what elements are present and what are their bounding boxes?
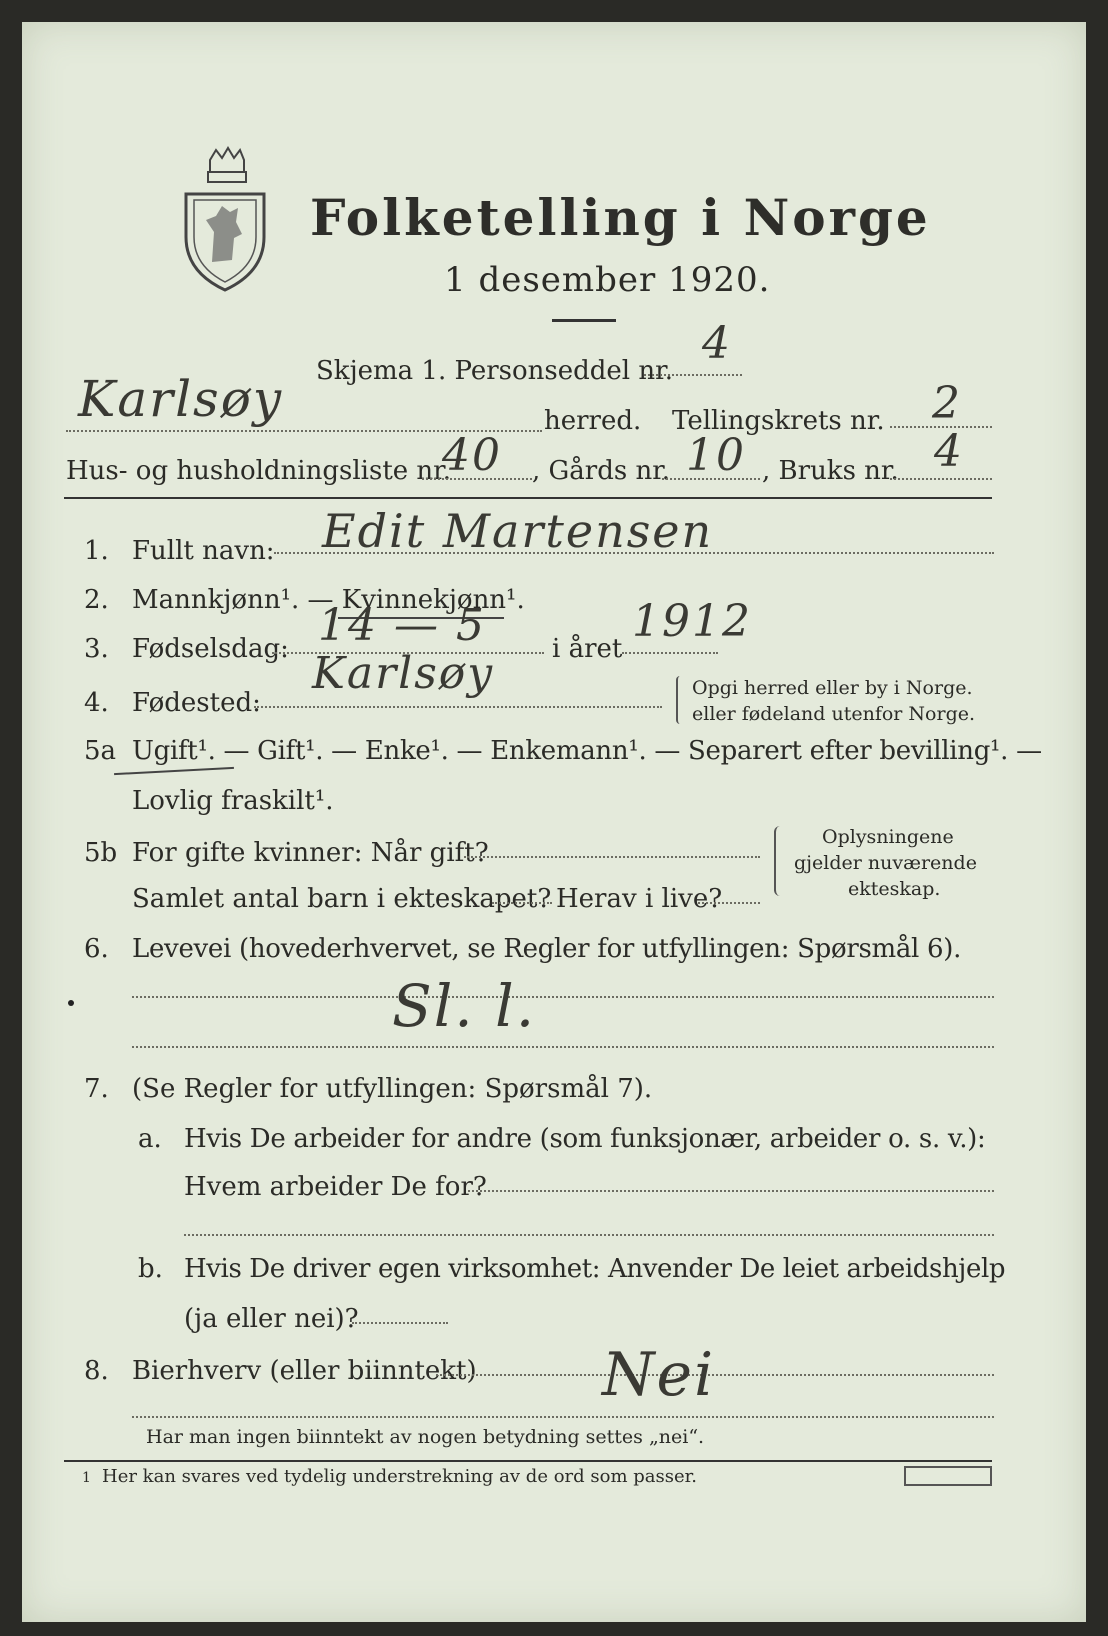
q3-number: 3. (84, 634, 109, 664)
q6-number: 6. (84, 934, 109, 964)
gards-value[interactable]: 10 (686, 430, 746, 481)
nei-instruction: Har man ingen biinntekt av nogen betydning settes „nei“. (146, 1426, 705, 1448)
q5b-children-line (492, 902, 552, 904)
gards-label: , Gårds nr. (532, 456, 671, 486)
q7b-hired-help-label: (ja eller nei)? (184, 1304, 359, 1334)
tellingskrets-value[interactable]: 2 (932, 378, 962, 429)
municipality-value[interactable]: Karlsøy (78, 370, 284, 428)
footnote-separator (64, 1460, 992, 1462)
q6-label: Levevei (hovederhvervet, se Regler for utfyllingen: Spørsmål 6). (132, 934, 962, 964)
herred-label: herred. (544, 406, 642, 436)
form-title: Folketelling i Norge (310, 188, 931, 247)
q5b-note-line2: gjelder nuværende (794, 852, 977, 874)
q5b-note-line1: Oplysningene (822, 826, 954, 848)
q7b-line1: Hvis De driver egen virksomhet: Anvender De leiet arbeidshjelp (184, 1254, 1006, 1284)
husliste-label: Hus- og husholdningsliste nr. (66, 456, 452, 486)
q7-label: (Se Regler for utfyllingen: Spørsmål 7). (132, 1074, 653, 1104)
q3-birthdate-value[interactable]: 14 — 5 (318, 600, 486, 651)
footnote-number: 1 (82, 1470, 91, 1486)
q2-gender-options[interactable]: Mannkjønn¹. — Kvinnekjønn¹. (132, 585, 525, 615)
q3-year-label: i året (552, 634, 623, 664)
q5a-ugift-underline (114, 767, 234, 775)
bruks-value[interactable]: 4 (934, 426, 964, 477)
q4-label: Fødested: (132, 688, 261, 718)
q7b-hired-help-line (352, 1322, 448, 1324)
q5a-marital-options[interactable]: Ugift¹. — Gift¹. — Enke¹. — Enkemann¹. — Separert efter bevilling¹. — (132, 736, 1042, 766)
q5b-note-bracket (774, 826, 786, 896)
q7a-line2-blank (184, 1234, 994, 1236)
q5a-number: 5a (84, 736, 117, 766)
q4-note-bracket (676, 676, 684, 724)
q6-line1 (132, 996, 994, 998)
census-date: 1 desember 1920. (444, 260, 771, 300)
q7-number: 7. (84, 1074, 109, 1104)
q1-label: Fullt navn: (132, 536, 275, 566)
q5b-number: 5b (84, 838, 118, 868)
q4-line (254, 706, 662, 708)
q7b-letter: b. (138, 1254, 163, 1284)
margin-dot (68, 1000, 74, 1006)
q4-note-line1: Opgi herred eller by i Norge. (692, 677, 973, 699)
printer-stamp (904, 1466, 992, 1486)
q7a-line1: Hvis De arbeider for andre (som funksjonær, arbeider o. s. v.): (184, 1124, 986, 1154)
bruks-label: , Bruks nr. (762, 456, 899, 486)
q6-line2 (132, 1046, 994, 1048)
q8-secondary-income-value[interactable]: Nei (602, 1340, 716, 1410)
skjema-line (644, 374, 742, 376)
q1-number: 1. (84, 536, 109, 566)
q6-occupation-value[interactable]: Sl. l. (392, 972, 537, 1040)
q3-year-line (622, 652, 718, 654)
q3-birth-year-value[interactable]: 1912 (632, 596, 752, 647)
footnote-text: Her kan svares ved tydelig understrekning av de ord som passer. (102, 1466, 697, 1487)
q5b-married-when-label: For gifte kvinner: Når gift? (132, 838, 489, 868)
census-form-page (22, 22, 1086, 1622)
title-divider (552, 319, 616, 322)
q4-birthplace-value[interactable]: Karlsøy (312, 648, 495, 699)
q4-note-line2: eller fødeland utenfor Norge. (692, 703, 976, 725)
tellingskrets-label: Tellingskrets nr. (672, 406, 885, 436)
skjema-label: Skjema 1. Personseddel nr. (316, 356, 673, 386)
q1-full-name-value[interactable]: Edit Martensen (322, 504, 714, 558)
q5b-alive-line (698, 902, 760, 904)
q5b-note-line3: ekteskap. (848, 878, 941, 900)
q5a-line2[interactable]: Lovlig fraskilt¹. (132, 786, 334, 816)
q2-number: 2. (84, 585, 109, 615)
husliste-value[interactable]: 40 (442, 430, 502, 481)
q5b-alive-label: Herav i live? (556, 884, 723, 914)
skjema-value[interactable]: 4 (702, 318, 732, 369)
q8-label: Bierhverv (eller biinntekt) (132, 1356, 477, 1386)
q7a-employer-line (468, 1190, 994, 1192)
header-separator (64, 497, 992, 499)
q5b-married-when-line (464, 856, 760, 858)
q5b-children-label: Samlet antal barn i ekteskapet? (132, 884, 552, 914)
q7a-letter: a. (138, 1124, 162, 1154)
q7a-employer-label: Hvem arbeider De for? (184, 1172, 487, 1202)
q8-line2 (132, 1416, 994, 1418)
bruks-line (890, 478, 992, 480)
q4-number: 4. (84, 688, 109, 718)
q8-number: 8. (84, 1356, 109, 1386)
q3-label: Fødselsdag: (132, 634, 289, 664)
norway-coat-of-arms-icon (182, 142, 268, 292)
